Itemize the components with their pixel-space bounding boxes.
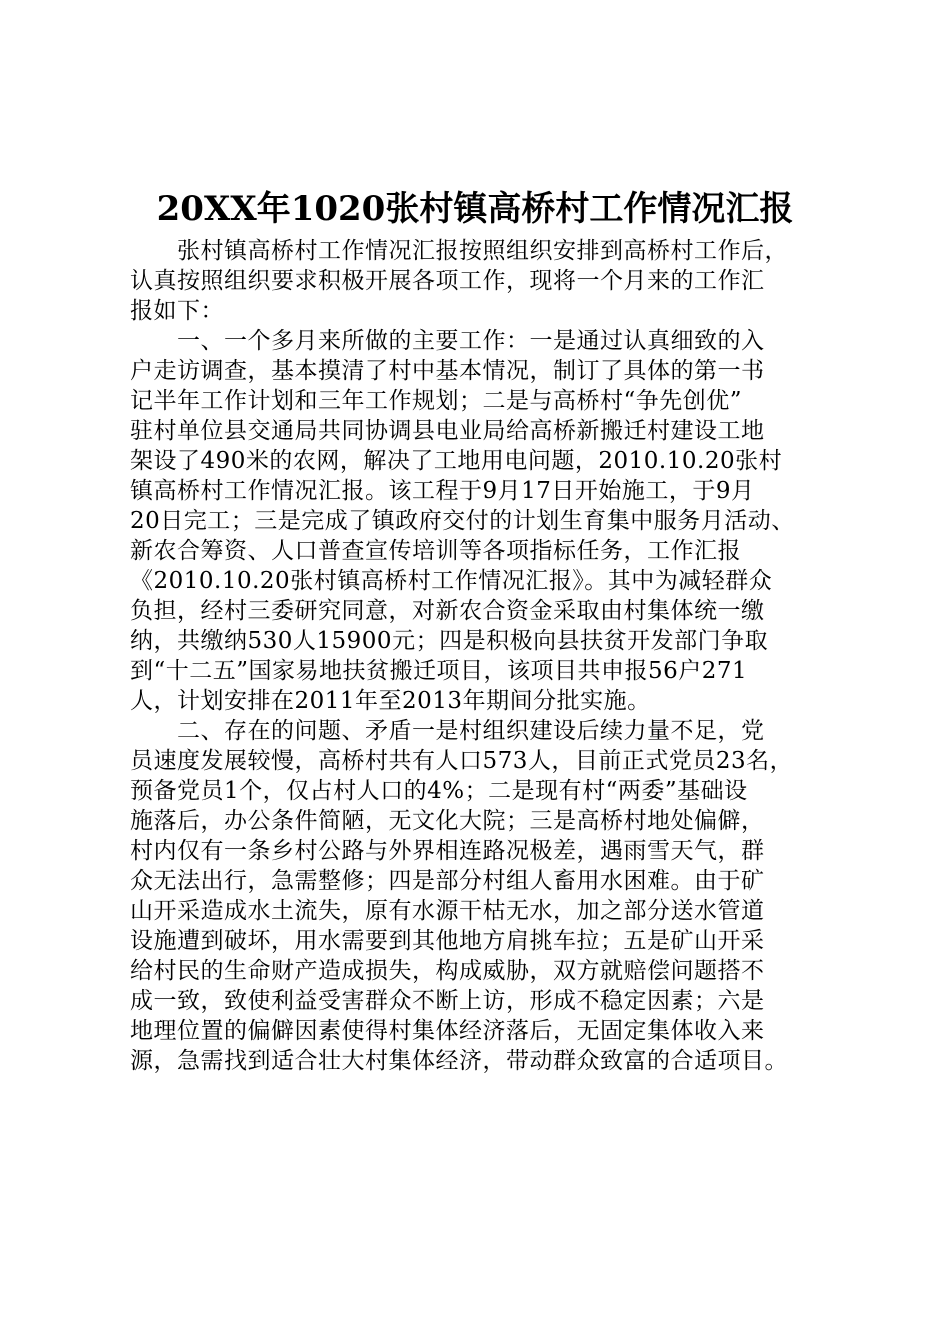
document-title: 20XX年1020张村镇高桥村工作情况汇报 <box>156 189 794 229</box>
text-line: 众无法出行，急需整修；四是部分村组人畜用水困难。由于矿 <box>130 868 765 894</box>
text-line: 到“十二五”国家易地扶贫搬迁项目，该项目共申报56户271 <box>130 658 748 684</box>
text-line: 一、一个多月来所做的主要工作：一是通过认真细致的入 <box>177 328 765 354</box>
text-line: 20日完工；三是完成了镇政府交付的计划生育集中服务月活动、 <box>130 508 795 534</box>
document-body <box>130 236 830 1076</box>
text-line: 人，计划安排在2011年至2013年期间分批实施。 <box>130 688 651 714</box>
text-line: 报如下： <box>130 298 224 324</box>
text-line: 二、存在的问题、矛盾一是村组织建设后续力量不足，党 <box>177 718 765 744</box>
text-line: 记半年工作计划和三年工作规划；二是与高桥村“争先创优” <box>130 388 743 414</box>
text-line: 村内仅有一条乡村公路与外界相连路况极差，遇雨雪天气，群 <box>130 838 765 864</box>
text-line: 户走访调查，基本摸清了村中基本情况，制订了具体的第一书 <box>130 358 765 384</box>
text-line: 新农合筹资、人口普查宣传培训等各项指标任务，工作汇报 <box>130 538 741 564</box>
text-line: 施落后，办公条件简陋，无文化大院；三是高桥村地处偏僻， <box>130 808 765 834</box>
text-line: 纳，共缴纳530人15900元；四是积极向县扶贫开发部门争取 <box>130 628 769 654</box>
text-line: 负担，经村三委研究同意，对新农合资金采取由村集体统一缴 <box>130 598 765 624</box>
text-line: 给村民的生命财产造成损失，构成威胁，双方就赔偿问题搭不 <box>130 958 765 984</box>
text-line: 预备党员1个，仅占村人口的4%；二是现有村“两委”基础设 <box>130 778 748 804</box>
text-line: 员速度发展较慢，高桥村共有人口573人，目前正式党员23名， <box>130 748 794 774</box>
text-line: 镇高桥村工作情况汇报。该工程于9月17日开始施工，于9月 <box>130 478 755 504</box>
text-line: 张村镇高桥村工作情况汇报按照组织安排到高桥村工作后， <box>177 238 788 264</box>
text-line: 驻村单位县交通局共同协调县电业局给高桥新搬迁村建设工地 <box>130 418 765 444</box>
text-line: 认真按照组织要求积极开展各项工作，现将一个月来的工作汇 <box>130 268 765 294</box>
text-line: 源，急需找到适合壮大村集体经济，带动群众致富的合适项目。 <box>130 1048 788 1074</box>
text-line: 成一致，致使利益受害群众不断上访，形成不稳定因素；六是 <box>130 988 765 1014</box>
text-line: 地理位置的偏僻因素使得村集体经济落后，无固定集体收入来 <box>130 1018 765 1044</box>
text-line: 架设了490米的农网，解决了工地用电问题，2010.10.20张村 <box>130 448 783 474</box>
text-line: 设施遭到破坏，用水需要到其他地方肩挑车拉；五是矿山开采 <box>130 928 765 954</box>
text-line: 山开采造成水土流失，原有水源干枯无水，加之部分送水管道 <box>130 898 765 924</box>
text-line: 《2010.10.20张村镇高桥村工作情况汇报》。其中为减轻群众 <box>130 568 773 594</box>
